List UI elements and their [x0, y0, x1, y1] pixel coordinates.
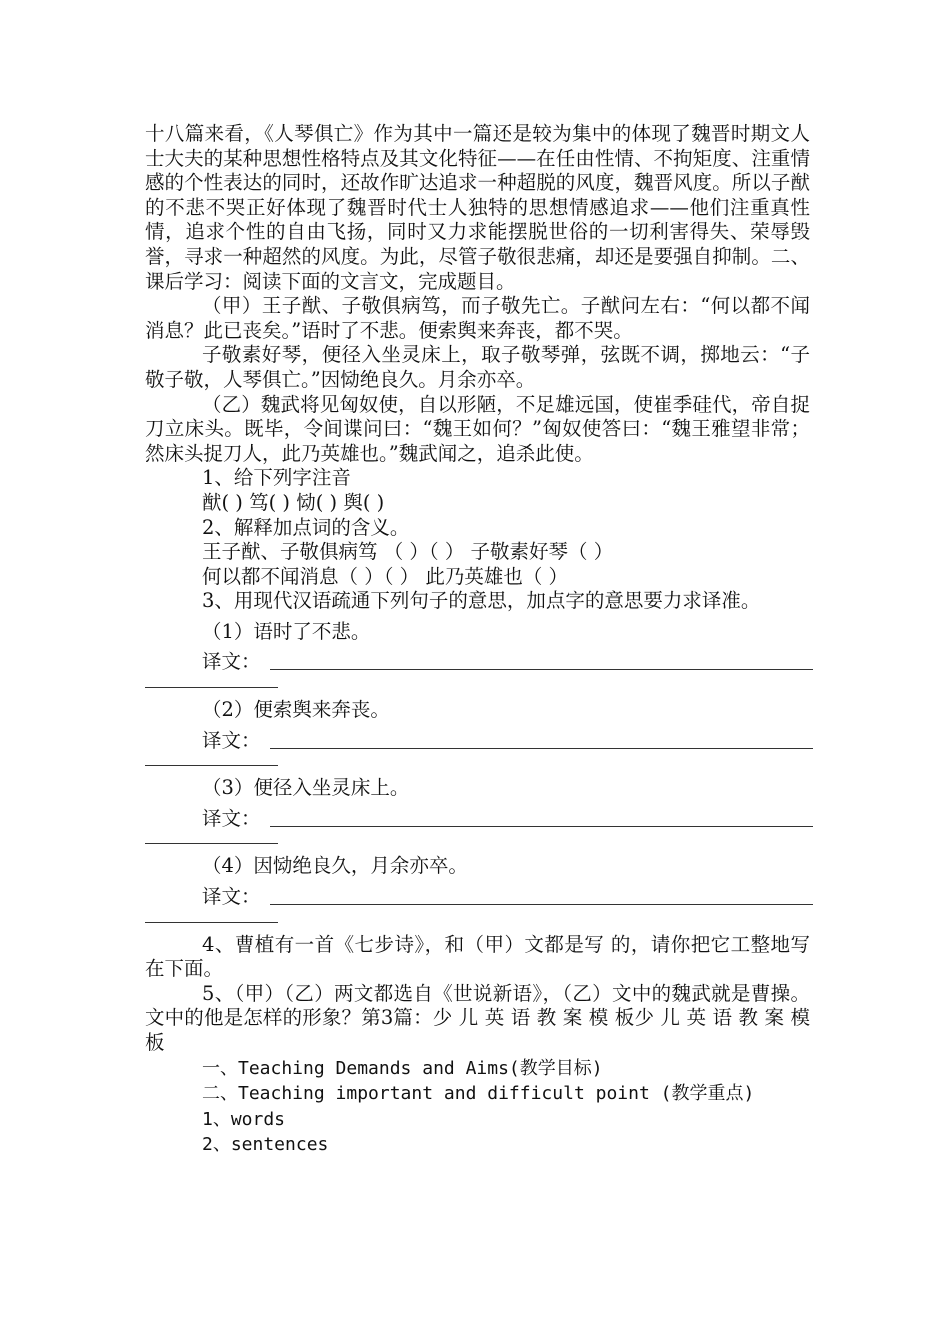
- answer-line-4[interactable]: [145, 885, 810, 910]
- answer-rule: [270, 748, 813, 749]
- translation-label: 译文：: [202, 650, 261, 674]
- teaching-demands-heading: [145, 1056, 810, 1082]
- translation-label: 译文：: [202, 806, 261, 830]
- passage-a-paragraph-1: （甲）王子猷、子敬俱病笃，而子敬先亡。子猷问左右：“何以都不闻消息？此已丧矣。”语时了不悲。便索舆来奔丧，都不哭。: [145, 294, 810, 342]
- passage-b-paragraph: （乙）魏武将见匈奴使，自以形陋，不足雄远国，使崔季硅代，帝自捉刀立床头。既毕，令间谍问曰：“魏王如何？”匈奴使答曰：“魏王雅望非常；然床头捉刀人，此乃英雄也。”魏武闻之，追杀此使。: [145, 392, 810, 465]
- answer-line-1[interactable]: [145, 650, 810, 675]
- teaching-sentences-item: [145, 1132, 810, 1158]
- question-3-item-3: （3）便径入坐灵床上。: [202, 776, 410, 800]
- answer-rule: [270, 826, 813, 827]
- teaching-points-text: 二、Teaching important and difficult point (教学重点): [202, 1083, 755, 1105]
- teaching-sentences-text: 2、sentences: [202, 1134, 329, 1156]
- teaching-points-heading: [145, 1081, 810, 1107]
- answer-rule-continued: [145, 831, 810, 854]
- translation-label: 译文：: [202, 728, 261, 752]
- answer-line-2[interactable]: [145, 729, 810, 754]
- intro-paragraph: 十八篇来看，《人琴俱亡》作为其中一篇还是较为集中的体现了魏晋时期文人士大夫的某种思想性格特点及其文化特征——在任由性情、不拘矩度、注重情感的个性表达的同时，还故作旷达追求一种超脱的风度，魏晋风度。所以子猷的不悲不哭正好体现了魏晋时代士人独特的思想情感追求——他们注重真性情，追求个性的自由飞扬，同时又力求能摆脱世俗的一切利害得失、荣辱毁誉，寻求一种超然的风度。为此，尽管子敬很悲痛，却还是要强自抑制。二、课后学习：阅读下面的文言文，完成题目。: [145, 122, 810, 293]
- question-2-line-1: 王子猷、子敬俱病笃 （ ）（ ） 子敬素好琴（ ）: [202, 540, 614, 564]
- answer-rule-continued: [145, 910, 810, 933]
- teaching-demands-text: 一、Teaching Demands and Aims(教学目标): [202, 1057, 603, 1079]
- question-3-item-1: （1）语时了不悲。: [202, 619, 371, 643]
- passage-a-paragraph-2: 子敬素好琴，便径入坐灵床上，取子敬琴弹，弦既不调，掷地云：“子敬子敬，人琴俱亡。”因恸绝良久。月余亦卒。: [145, 343, 810, 391]
- document-body: [145, 122, 810, 1158]
- answer-rule: [270, 904, 813, 905]
- question-5: 5、（甲）（乙）两文都选自《世说新语》，（乙）文中的魏武就是曹操。文中的他是怎样的形象？第3篇：少 儿 英 语 教 案 模 板少 儿 英 语 教 案 模 板: [145, 981, 810, 1054]
- question-1-items: 猷( ) 笃( ) 恸( ) 舆( ): [202, 490, 385, 514]
- answer-line-3[interactable]: [145, 807, 810, 832]
- question-4: 4、曹植有一首《七步诗》，和（甲）文都是写 的，请你把它工整地写在下面。: [145, 932, 810, 981]
- question-3-item-4: （4）因恸绝良久，月余亦卒。: [202, 854, 468, 878]
- teaching-words-item: [145, 1107, 810, 1133]
- answer-rule: [270, 669, 813, 670]
- question-2-title: 2、解释加点词的含义。: [202, 515, 410, 539]
- question-1-title: 1、给下列字注音: [202, 466, 351, 490]
- answer-rule-continued: [145, 753, 810, 776]
- question-3-item-2: （2）便索舆来奔丧。: [202, 698, 390, 722]
- translation-label: 译文：: [202, 885, 261, 909]
- question-3-title: 3、用现代汉语疏通下列句子的意思，加点字的意思要力求译准。: [202, 589, 761, 613]
- question-2-line-2: 何以都不闻消息（ ）（ ） 此乃英雄也（ ）: [202, 564, 569, 588]
- answer-rule-continued: [145, 675, 810, 698]
- teaching-words-text: 1、words: [202, 1108, 286, 1130]
